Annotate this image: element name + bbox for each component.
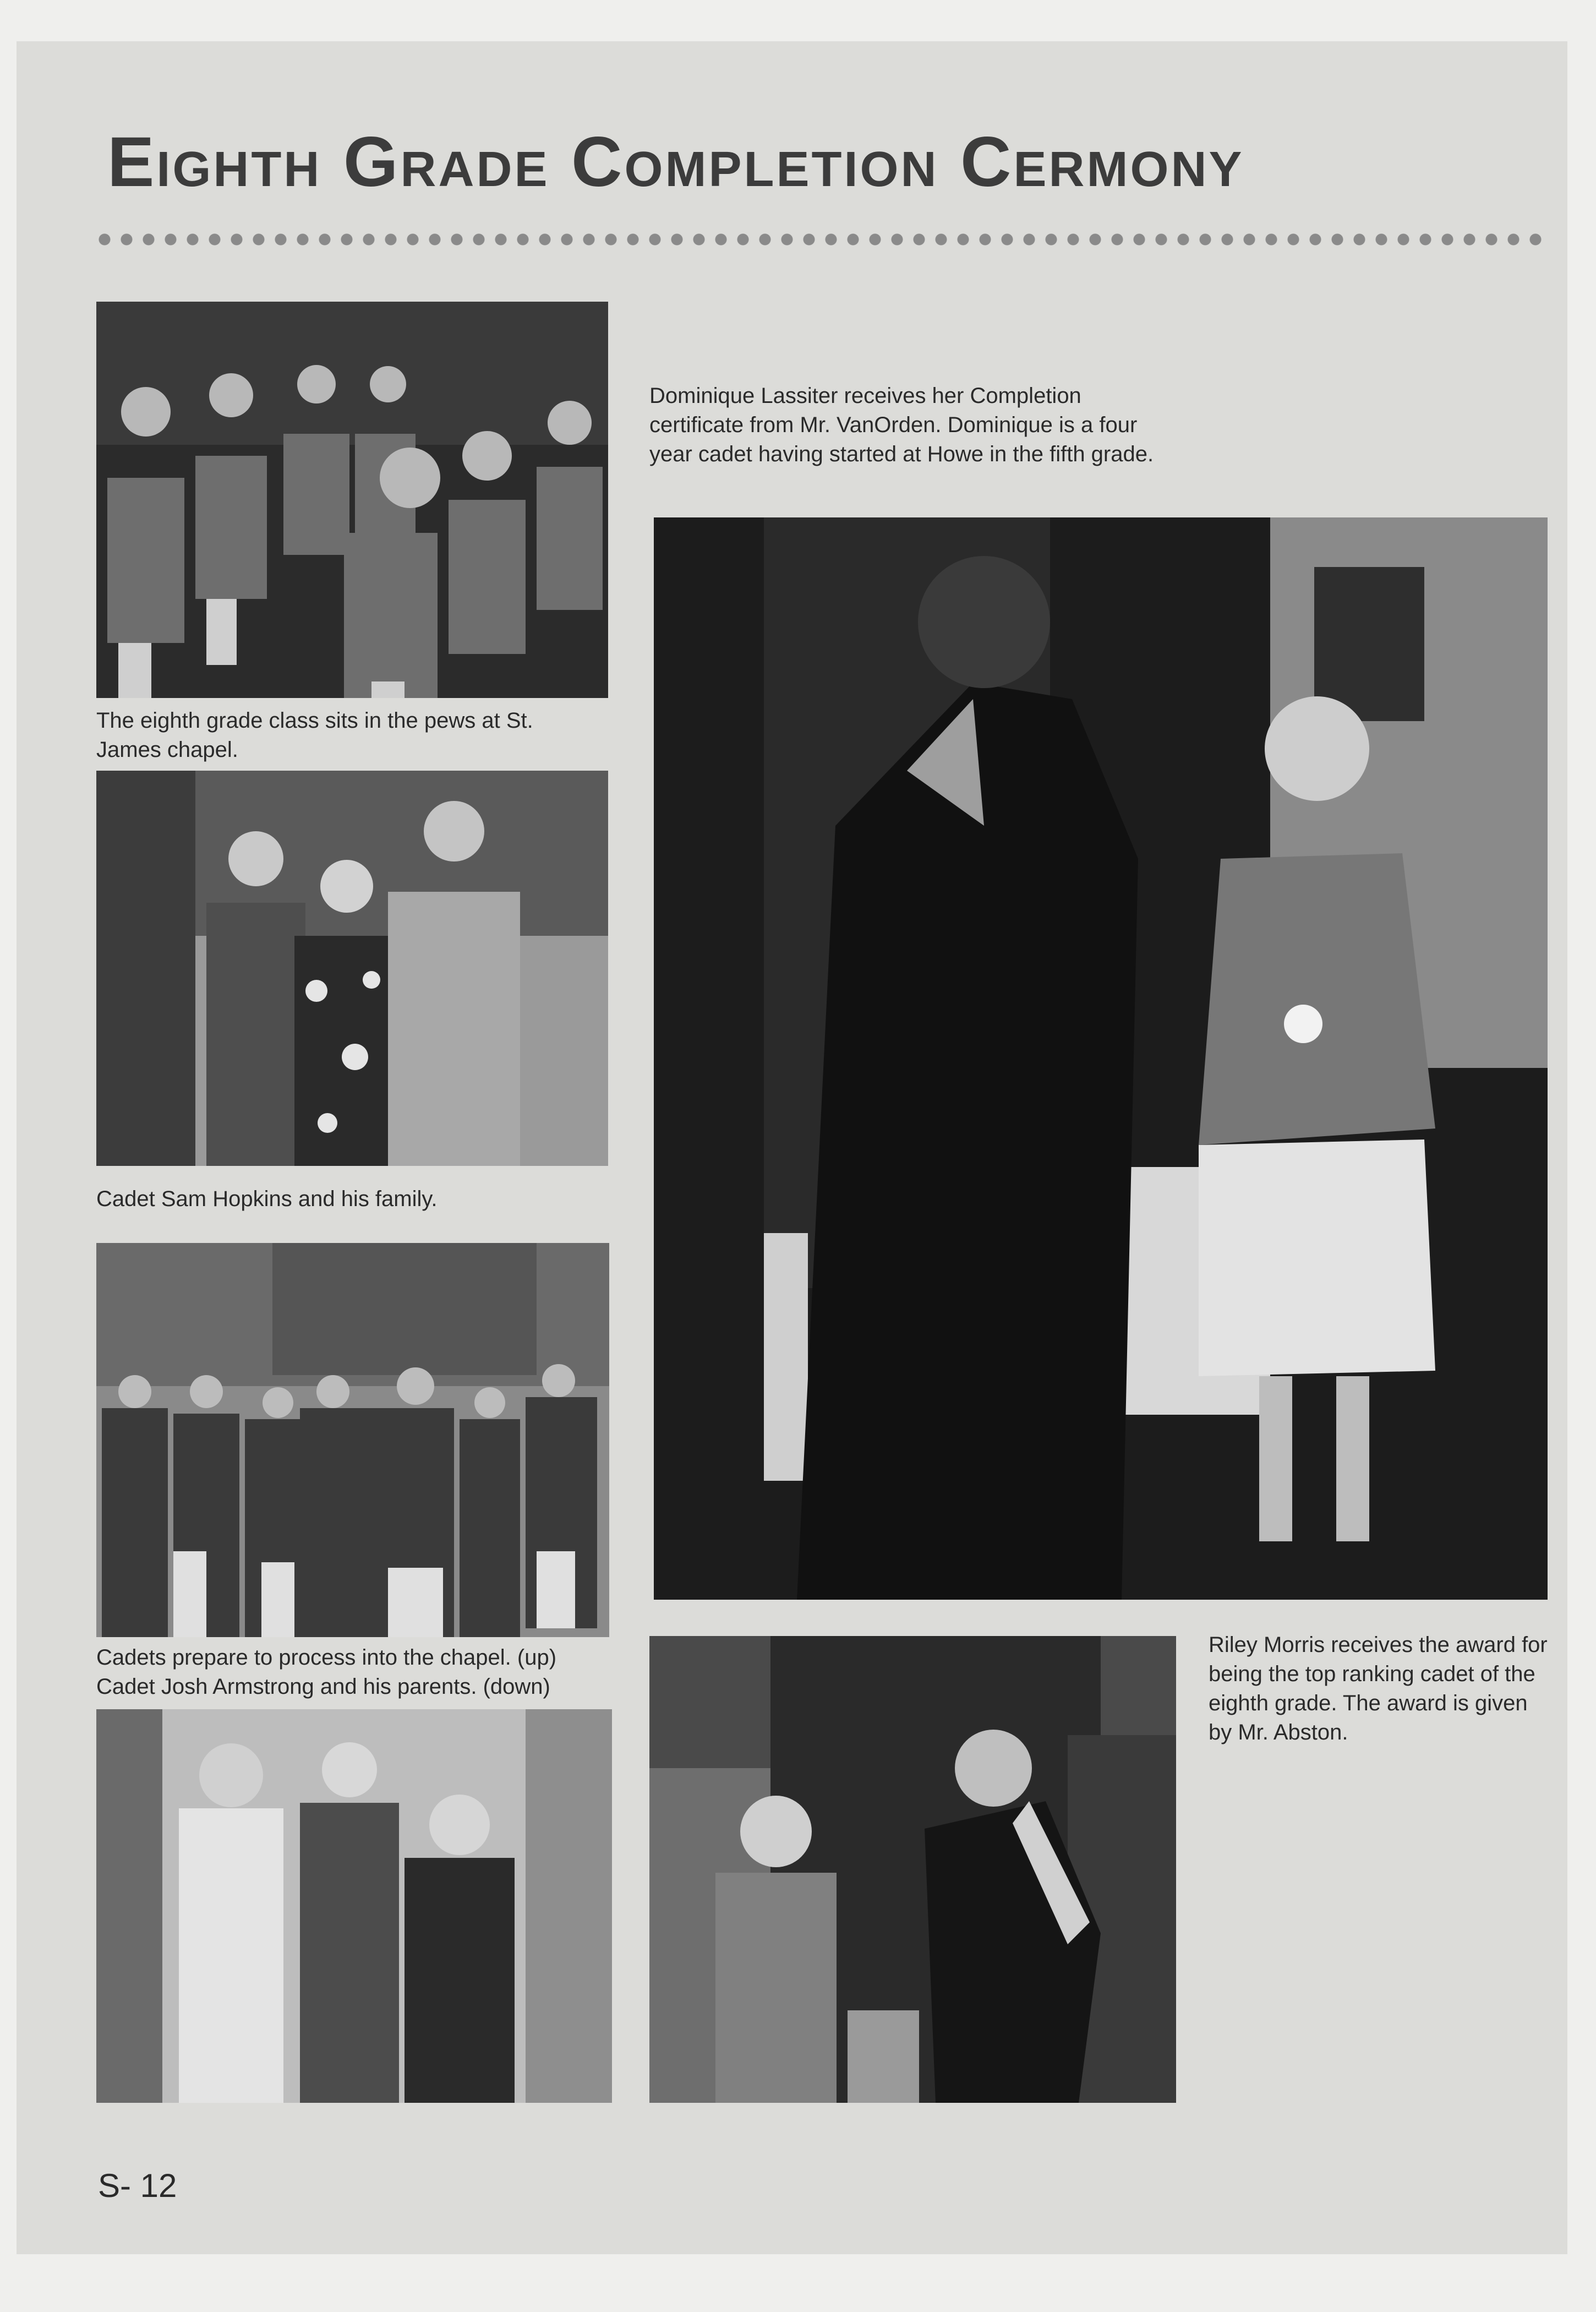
photo-cadets-in-pews <box>96 302 608 698</box>
caption-morris: Riley Morris receives the award for being the top ranking cadet of the eighth grade. The award is given by Mr. Abston. <box>1209 1633 1548 1744</box>
photo-hopkins-family <box>96 771 608 1166</box>
caption-pews: The eighth grade class sits in the pews at St. James chapel. <box>96 708 533 762</box>
dotted-divider <box>94 231 1546 248</box>
caption-procession: Cadets prepare to process into the chapel. (up) Cadet Josh Armstrong and his parents. (down) <box>96 1645 557 1699</box>
caption-lassiter: Dominique Lassiter receives her Completion certificate from Mr. VanOrden. Dominique is a four year cadet having started at Howe in the fifth grade. <box>649 384 1154 466</box>
photo-armstrong-family <box>96 1709 612 2103</box>
page-title: Eighth Grade Completion Cermony <box>107 123 1244 201</box>
photo-cadets-procession <box>96 1243 609 1637</box>
caption-hopkins: Cadet Sam Hopkins and his family. <box>96 1187 438 1211</box>
photo-morris-award <box>649 1636 1176 2103</box>
photo-lassiter-certificate <box>654 517 1548 1600</box>
page-number: S- 12 <box>98 2167 177 2204</box>
